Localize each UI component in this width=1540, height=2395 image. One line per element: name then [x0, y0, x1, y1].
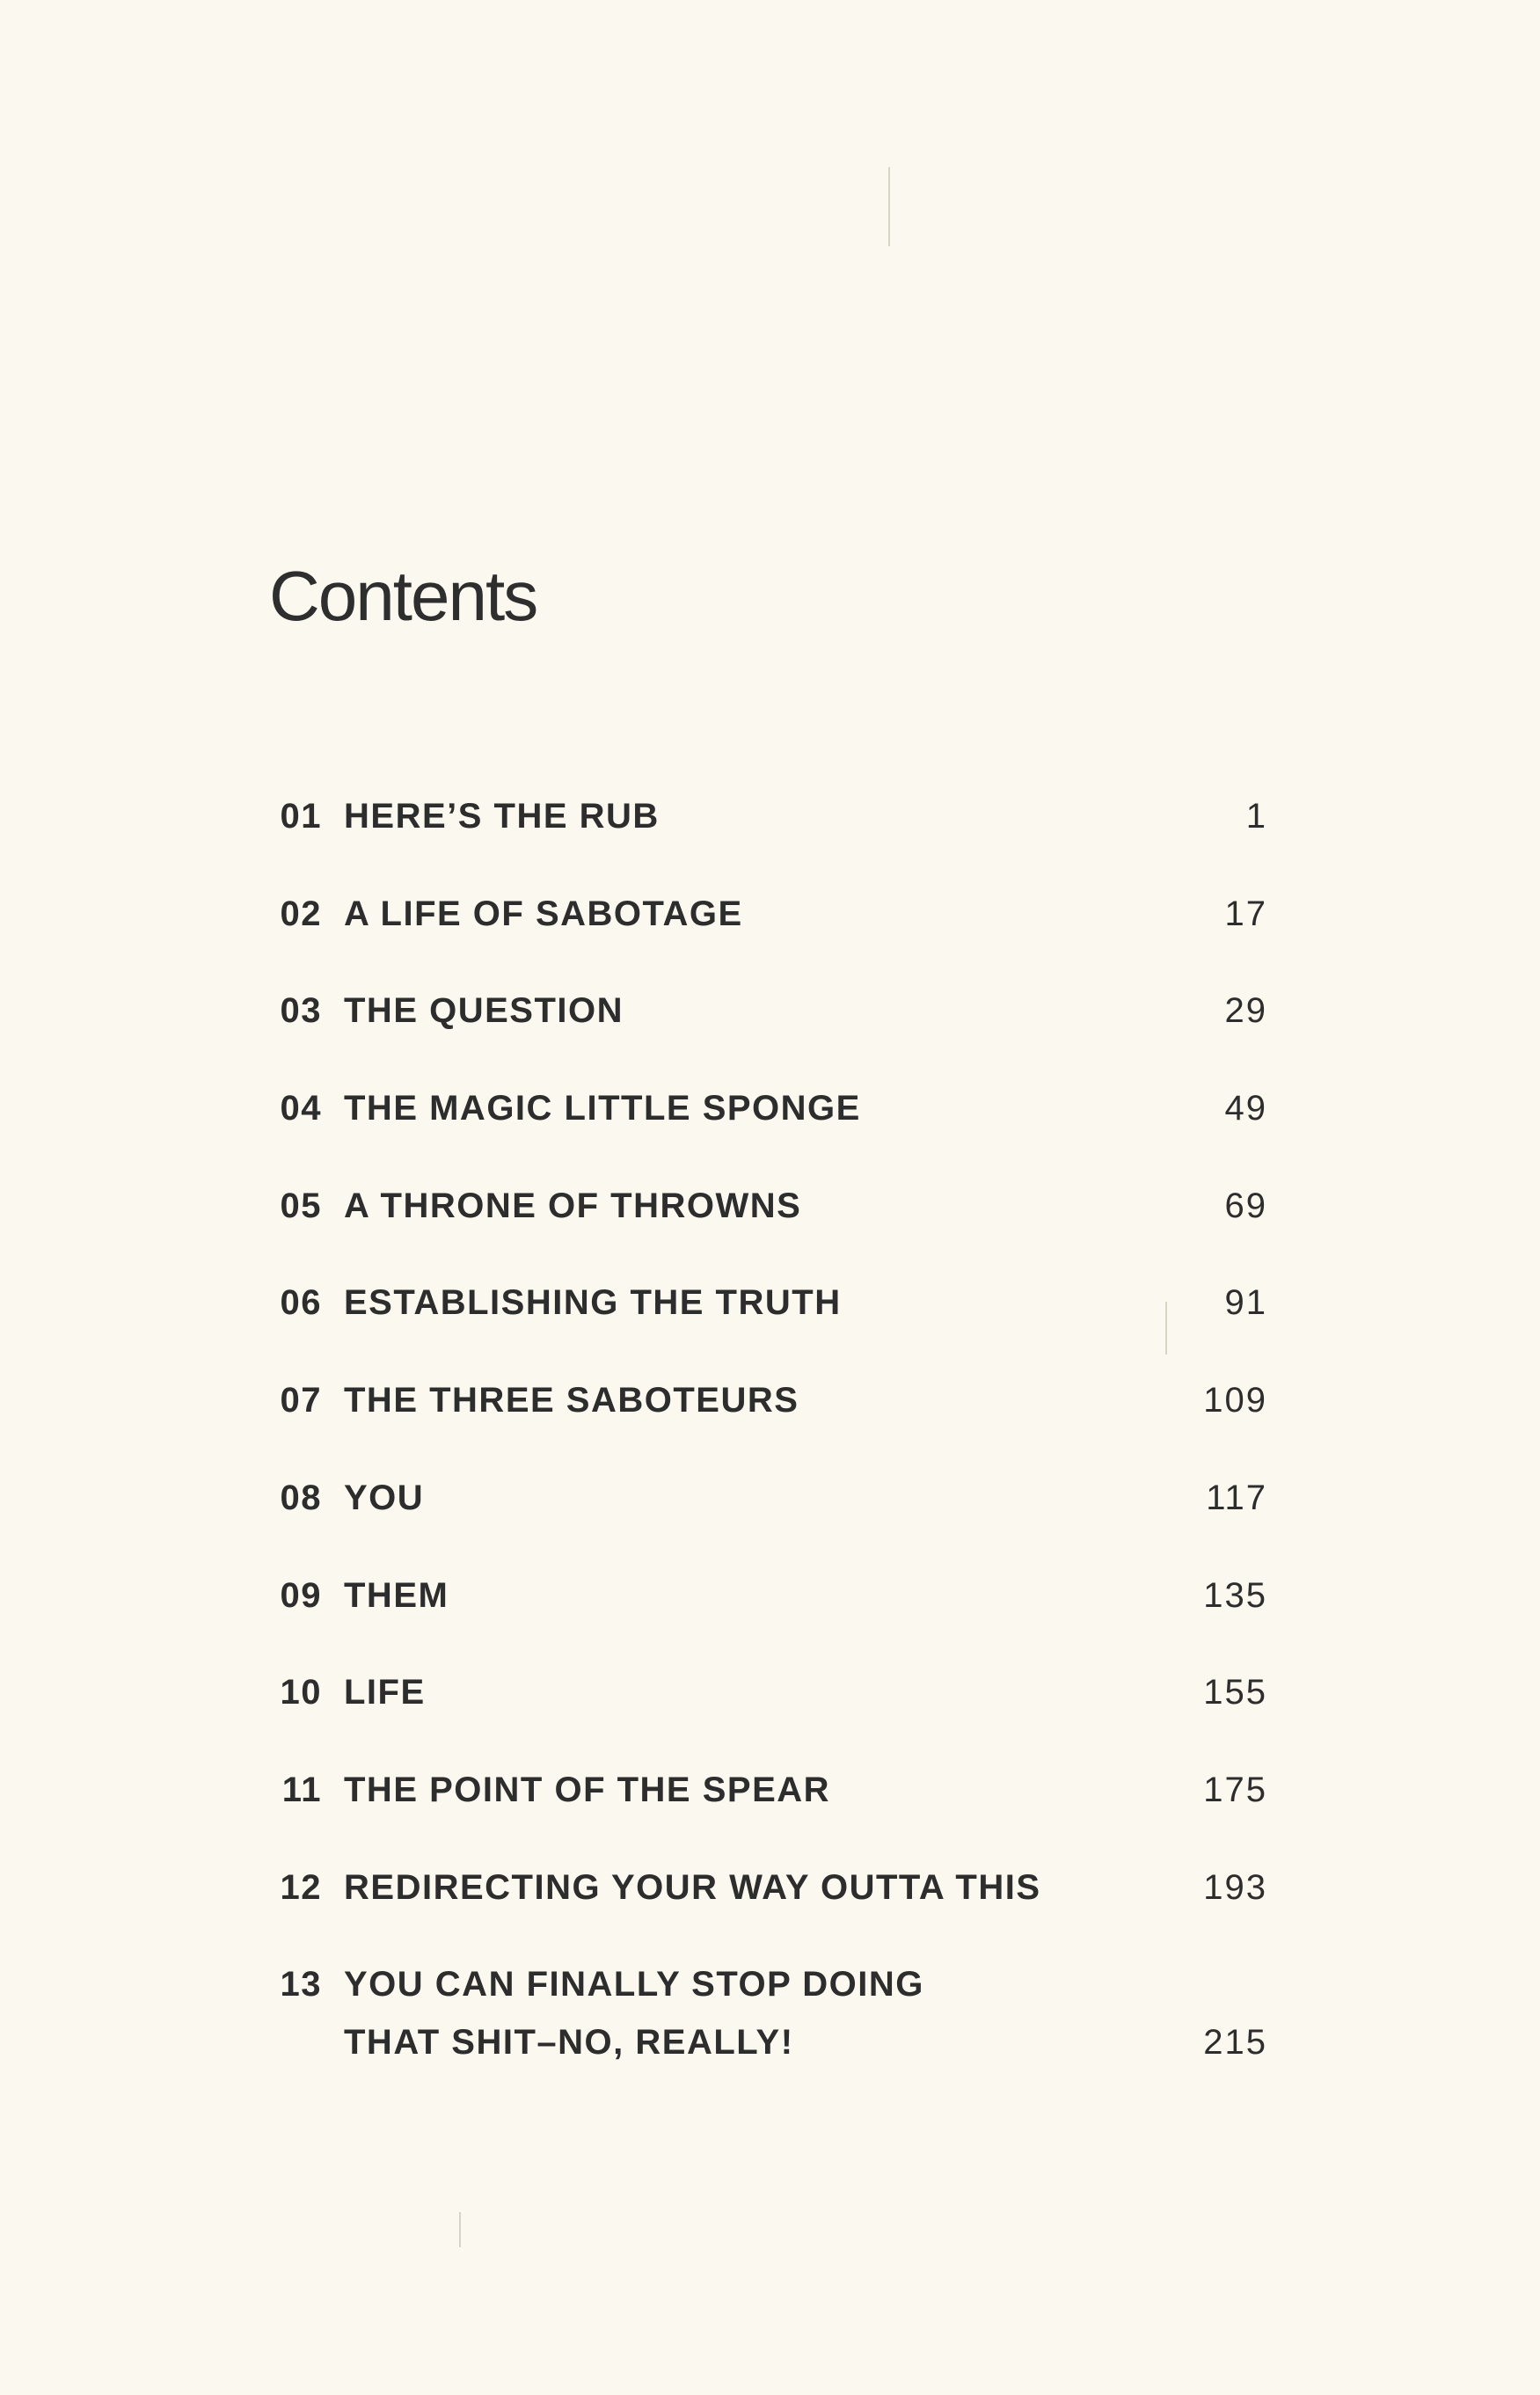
toc-entry[interactable] — [269, 1663, 1267, 1761]
chapter-title-line: YOU — [344, 1478, 425, 1517]
chapter-number: 08 — [280, 1478, 322, 1517]
table-of-contents — [269, 787, 1267, 2078]
chapter-title-line: THAT SHIT–NO, REALLY! — [344, 2023, 794, 2063]
chapter-number: 07 — [280, 1381, 322, 1420]
chapter-title-line: THEM — [344, 1575, 449, 1615]
page-number: 1 — [1245, 797, 1267, 836]
chapter-number: 01 — [280, 797, 322, 836]
chapter-number: 11 — [281, 1770, 322, 1809]
page-number: 49 — [1224, 1089, 1267, 1128]
chapter-number: 12 — [280, 1867, 322, 1907]
chapter-title — [344, 1566, 1135, 1625]
chapter-title — [344, 982, 1135, 1040]
chapter-title-line: REDIRECTING YOUR WAY OUTTA THIS — [344, 1867, 1041, 1907]
chapter-title — [344, 1858, 1135, 1917]
toc-entry[interactable] — [269, 1469, 1267, 1566]
chapter-title — [344, 1955, 1135, 2071]
chapter-title-line: ESTABLISHING THE TRUTH — [344, 1283, 842, 1323]
page-number: 215 — [1203, 2023, 1267, 2063]
toc-entry[interactable] — [269, 787, 1267, 885]
chapter-title-line: THE MAGIC LITTLE SPONGE — [344, 1089, 861, 1128]
chapter-title — [344, 1177, 1135, 1235]
chapter-number: 06 — [280, 1283, 322, 1323]
page-number: 17 — [1224, 894, 1267, 933]
toc-entry[interactable] — [269, 885, 1267, 982]
page-number: 175 — [1203, 1770, 1267, 1809]
chapter-number: 04 — [280, 1089, 322, 1128]
chapter-number: 05 — [280, 1186, 322, 1225]
toc-entry[interactable] — [269, 1761, 1267, 1858]
chapter-title — [344, 787, 1135, 845]
toc-entry[interactable] — [269, 1079, 1267, 1177]
chapter-title-line: A LIFE OF SABOTAGE — [344, 894, 743, 933]
chapter-number: 02 — [280, 894, 322, 933]
chapter-title-line: THE QUESTION — [344, 991, 624, 1031]
scan-mark — [459, 2212, 461, 2247]
chapter-number: 13 — [280, 1965, 322, 2004]
toc-entry[interactable] — [269, 1566, 1267, 1664]
page-number: 29 — [1224, 991, 1267, 1031]
chapter-title — [344, 1274, 1135, 1332]
chapter-title-line: THE THREE SABOTEURS — [344, 1381, 799, 1420]
scan-mark — [888, 167, 890, 246]
toc-entry[interactable] — [269, 1177, 1267, 1274]
page-number: 155 — [1203, 1673, 1267, 1712]
page-number: 193 — [1203, 1867, 1267, 1907]
chapter-title-line: YOU CAN FINALLY STOP DOING — [344, 1965, 924, 2004]
toc-entry[interactable] — [269, 982, 1267, 1079]
chapter-title-line: HERE’S THE RUB — [344, 797, 660, 836]
chapter-title — [344, 1079, 1135, 1137]
chapter-title — [344, 1371, 1135, 1429]
chapter-title — [344, 1663, 1135, 1721]
chapter-number: 10 — [280, 1673, 322, 1712]
chapter-title-line: THE POINT OF THE SPEAR — [344, 1770, 831, 1809]
chapter-number: 09 — [280, 1575, 322, 1615]
page-number: 117 — [1206, 1478, 1267, 1517]
chapter-title — [344, 1469, 1135, 1527]
page-title: Contents — [269, 557, 537, 635]
chapter-title-line: A THRONE OF THROWNS — [344, 1186, 802, 1225]
toc-entry[interactable] — [269, 1858, 1267, 1956]
chapter-title-line: LIFE — [344, 1673, 426, 1712]
page-number: 109 — [1203, 1381, 1267, 1420]
toc-entry[interactable] — [269, 1371, 1267, 1469]
page-number: 91 — [1224, 1283, 1267, 1323]
chapter-title — [344, 885, 1135, 943]
chapter-number: 03 — [280, 991, 322, 1031]
chapter-title — [344, 1761, 1135, 1819]
toc-entry[interactable] — [269, 1955, 1267, 2078]
page-number: 135 — [1203, 1575, 1267, 1615]
toc-entry[interactable] — [269, 1274, 1267, 1371]
page-number: 69 — [1224, 1186, 1267, 1225]
